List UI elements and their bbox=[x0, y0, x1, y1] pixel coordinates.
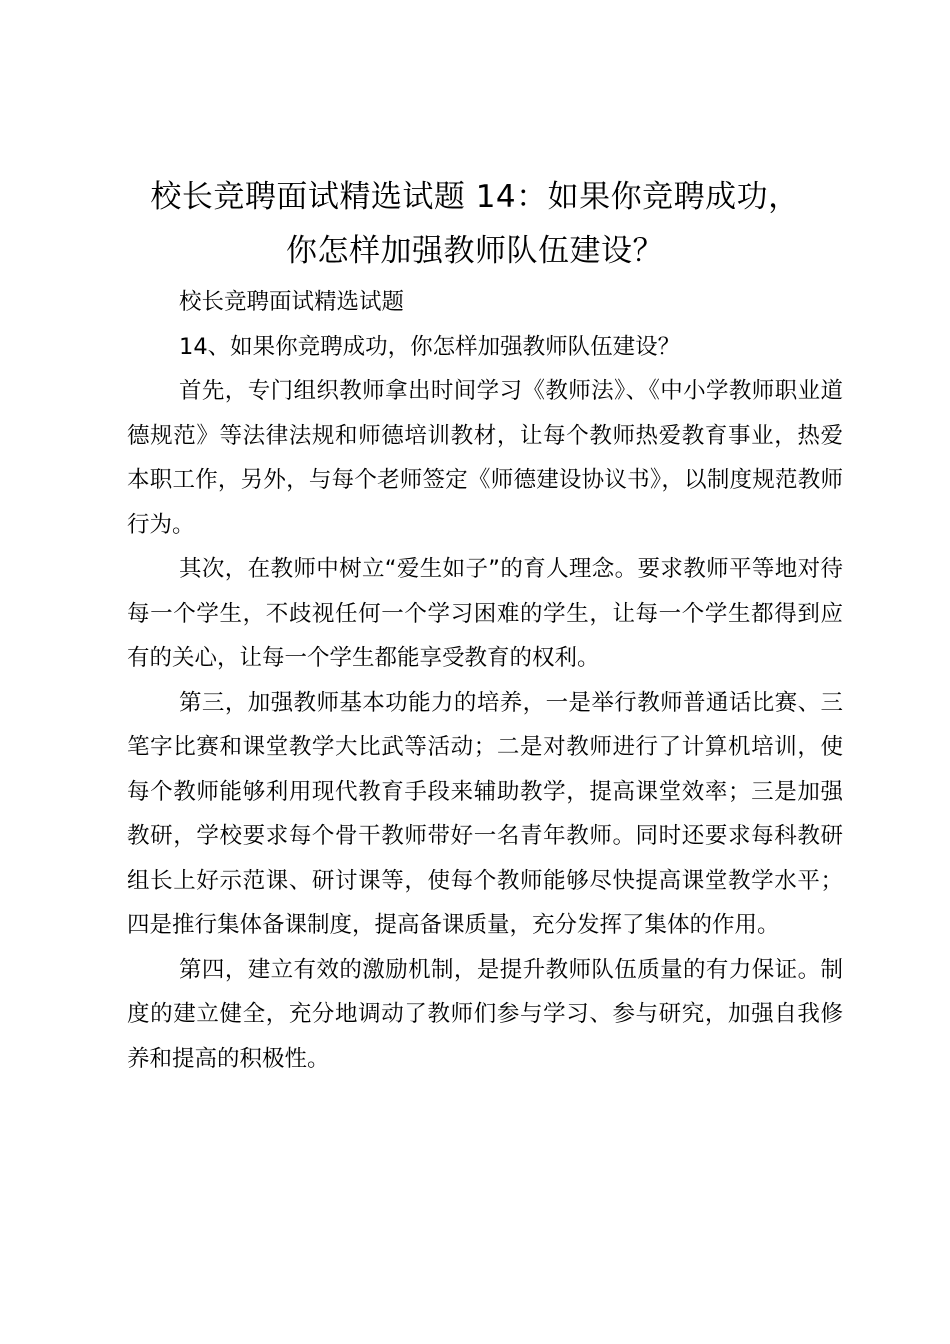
title-line-2: 你怎样加强教师队伍建设？ bbox=[286, 233, 664, 269]
paragraph-1: 首先，专门组织教师拿出时间学习《教师法》、《中小学教师职业道德规范》等法律法规和师德培训教材，让每个教师热爱教育事业，热爱本职工作，另外，与每个老师签定《师德建设协议书》，以制度规范教师行为。 bbox=[127, 378, 843, 538]
paragraph-4: 第四，建立有效的激励机制，是提升教师队伍质量的有力保证。制度的建立健全，充分地调动了教师们参与学习、参与研究，加强自我修养和提高的积极性。 bbox=[127, 956, 843, 1072]
subtitle: 校长竞聘面试精选试题 bbox=[179, 289, 405, 315]
title-line-1: 校长竞聘面试精选试题 14：如果你竞聘成功， bbox=[150, 179, 800, 215]
question-heading: 14、如果你竞聘成功，你怎样加强教师队伍建设？ bbox=[179, 333, 681, 360]
paragraph-3: 第三，加强教师基本功能力的培养，一是举行教师普通话比赛、三笔字比赛和课堂教学大比武等活动；二是对教师进行了计算机培训，使每个教师能够利用现代教育手段来辅助教学，提高课堂效率；三是加强教研，学校要求每个骨干教师带好一名青年教师。同时还要求每科教研组长上好示范课、研讨课等，使每个教师能够尽快提高课堂教学水平；四是推行集体备课制度，提高备课质量，充分发挥了集体的作用。 bbox=[127, 689, 843, 938]
document-title bbox=[100, 170, 850, 278]
paragraph-2: 其次，在教师中树立“爱生如子”的育人理念。要求教师平等地对待每一个学生，不歧视任何一个学习困难的学生，让每一个学生都得到应有的关心，让每一个学生都能享受教育的权利。 bbox=[127, 556, 843, 671]
document-body bbox=[127, 280, 843, 1081]
